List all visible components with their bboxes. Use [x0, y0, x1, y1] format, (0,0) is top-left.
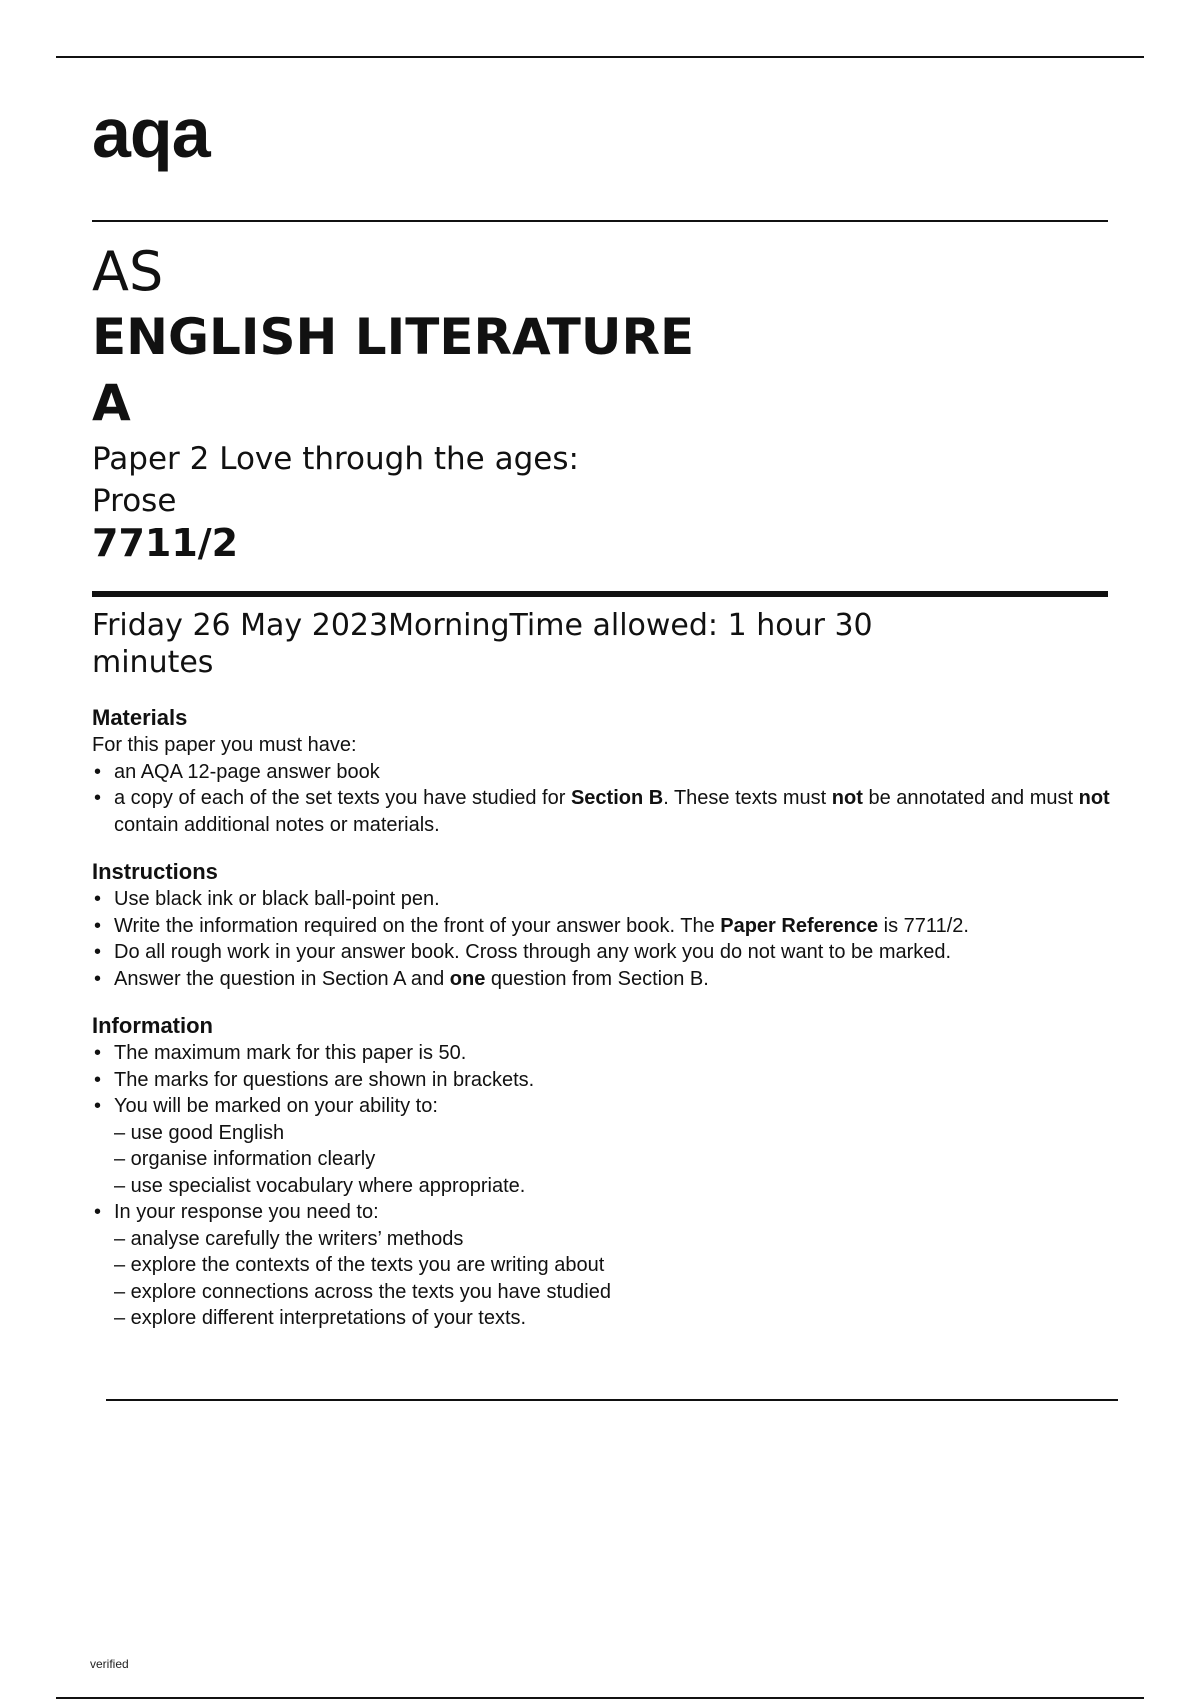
subject-title-line1: ENGLISH LITERATURE	[92, 308, 695, 366]
instructions-section	[92, 858, 1112, 992]
materials-section	[92, 704, 1112, 838]
qualification-level: AS	[92, 240, 164, 303]
sub-list-item: – analyse carefully the writers’ methods	[114, 1227, 464, 1250]
response-requirements-list	[114, 1226, 1112, 1332]
information-list	[92, 1040, 1112, 1332]
aqa-logo: aqa	[92, 94, 210, 172]
materials-list	[92, 759, 1112, 839]
sub-list-item: – explore the contexts of the texts you are writing about	[114, 1254, 605, 1276]
exam-sitting	[92, 607, 1092, 681]
logo-divider	[92, 220, 1108, 222]
top-rule	[56, 56, 1144, 58]
list-item: • Write the information required on the front of your answer book. The Paper Reference is 7711/2.	[92, 913, 1112, 940]
paper-title-line1: Paper 2 Love through the ages:	[92, 441, 579, 477]
instructions-list	[92, 886, 1112, 992]
information-heading: Information	[92, 1013, 213, 1038]
sub-list-item: – explore connections across the texts you have studied	[114, 1280, 611, 1303]
sub-list-item: – use specialist vocabulary where appropriate.	[114, 1174, 526, 1197]
paper-code: 7711/2	[92, 521, 239, 565]
list-item: • The maximum mark for this paper is 50.	[92, 1040, 1112, 1067]
list-item: • Answer the question in Section A and one question from Section B.	[92, 966, 1112, 993]
exam-date: Friday 26 May 2023	[92, 608, 389, 643]
list-item: • a copy of each of the set texts you have studied for Section B. These texts must not be annotated and must not contain additional notes or materials.	[92, 785, 1112, 838]
list-item: • You will be marked on your ability to: – use good English – organise information clearly – use specialist vocabulary where appropriate.	[92, 1093, 1112, 1199]
list-item: • In your response you need to: – analyse carefully the writers’ methods – explore the contexts of the texts you are writing about – explore connections across the texts you have studied – explore different interpretations of your texts.	[92, 1199, 1112, 1332]
sub-list-item: – use good English	[114, 1121, 285, 1144]
time-allowed: Time allowed: 1 hour 30	[509, 608, 873, 643]
footer-rule	[56, 1697, 1144, 1699]
sub-list-item: – organise information clearly	[114, 1148, 376, 1170]
exam-session: Morning	[388, 608, 510, 643]
rubric	[92, 704, 1112, 1352]
time-allowed-continued: minutes	[92, 645, 214, 680]
list-item: • Use black ink or black ball-point pen.	[92, 886, 1112, 913]
sub-list-item: – explore different interpretations of your texts.	[114, 1307, 527, 1329]
list-item: • an AQA 12-page answer book	[92, 759, 1112, 786]
paper-title-line2: Prose	[92, 483, 177, 519]
sitting-line1	[92, 607, 1092, 644]
materials-heading: Materials	[92, 705, 188, 730]
assessment-criteria-list	[114, 1120, 1112, 1200]
title-block	[92, 240, 732, 566]
section-end-rule	[106, 1399, 1118, 1401]
list-item: • Do all rough work in your answer book. Cross through any work you do not want to be marked.	[92, 939, 1112, 966]
subject-title-line2: A	[92, 374, 131, 432]
information-section	[92, 1012, 1112, 1332]
thick-divider	[92, 591, 1108, 597]
instructions-heading: Instructions	[92, 859, 218, 884]
materials-intro: For this paper you must have:	[92, 734, 357, 756]
footer-note: verified	[90, 1657, 129, 1671]
list-item: • The marks for questions are shown in brackets.	[92, 1067, 1112, 1094]
